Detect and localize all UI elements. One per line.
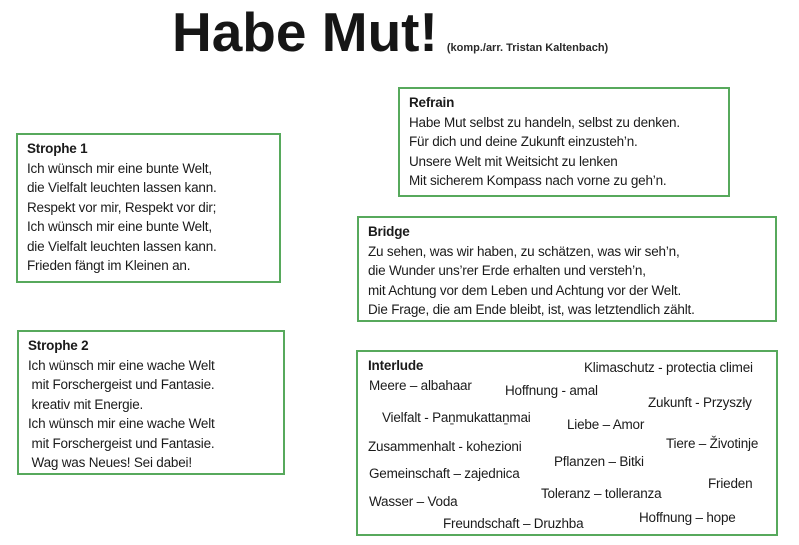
lyric-line: Habe Mut selbst zu handeln, selbst zu denken. xyxy=(409,114,680,130)
refrain-heading: Refrain xyxy=(409,95,455,110)
interlude-word: Pflanzen – Bitki xyxy=(554,454,644,469)
lyric-line: Frieden fängt im Kleinen an. xyxy=(27,258,191,273)
interlude-word: Hoffnung - amal xyxy=(505,383,598,398)
lyric-line: Ich wünsch mir eine bunte Welt, xyxy=(27,160,212,176)
interlude-word: Frieden xyxy=(708,476,753,491)
refrain-box xyxy=(398,87,730,197)
strophe-2-heading: Strophe 2 xyxy=(28,338,89,353)
bridge-heading: Bridge xyxy=(368,224,410,239)
strophe-1-box xyxy=(16,133,281,283)
interlude-word: Wasser – Voda xyxy=(369,494,458,509)
interlude-word: Klimaschutz - protectia climei xyxy=(584,360,753,375)
lyric-line: kreativ mit Energie. xyxy=(28,396,144,412)
bridge-box xyxy=(357,216,777,322)
lyric-line: mit Achtung vor dem Leben und Achtung vor der Welt. xyxy=(368,282,681,298)
lyric-line: Ich wünsch mir eine wache Welt xyxy=(28,357,215,373)
title-row xyxy=(172,2,608,63)
interlude-box xyxy=(356,350,778,536)
lyric-line: Wag was Neues! Sei dabei! xyxy=(28,455,192,470)
lyric-line: Die Frage, die am Ende bleibt, ist, was letztendlich zählt. xyxy=(368,302,695,317)
interlude-heading: Interlude xyxy=(368,358,424,373)
lyric-line: Ich wünsch mir eine wache Welt xyxy=(28,416,215,431)
lyric-line: die Vielfalt leuchten lassen kann. xyxy=(27,238,217,254)
interlude-word: Zusammenhalt - kohezioni xyxy=(368,439,522,454)
composer-credit: (komp./arr. Tristan Kaltenbach) xyxy=(446,42,609,54)
interlude-word: Freundschaft – Druzhba xyxy=(443,516,584,531)
strophe-1-heading: Strophe 1 xyxy=(27,141,88,156)
interlude-word: Toleranz – tolleranza xyxy=(541,486,662,501)
lyric-line: mit Forschergeist und Fantasie. xyxy=(28,435,215,451)
lyric-line: Für dich und deine Zukunft einzusteh’n. xyxy=(409,134,638,149)
strophe-2-box xyxy=(17,330,285,475)
lyric-line: Zu sehen, was wir haben, zu schätzen, was wir seh’n, xyxy=(368,243,680,259)
lyric-line: die Vielfalt leuchten lassen kann. xyxy=(27,180,217,195)
interlude-word: Tiere – Životinje xyxy=(666,436,759,451)
interlude-word: Meere – albahaar xyxy=(369,378,472,393)
lyric-line: Mit sicherem Kompass nach vorne zu geh’n. xyxy=(409,173,667,188)
lyric-line: mit Forschergeist und Fantasie. xyxy=(28,377,215,392)
lyric-line: Ich wünsch mir eine bunte Welt, xyxy=(27,219,212,234)
page-title: Habe Mut! xyxy=(172,1,438,63)
interlude-word: Liebe – Amor xyxy=(567,417,645,432)
interlude-word: Vielfalt - Paṉmukattaṉmai xyxy=(382,410,531,425)
interlude-word: Zukunft - Przyszły xyxy=(648,395,752,410)
lyric-line: Unsere Welt mit Weitsicht zu lenken xyxy=(409,153,618,169)
interlude-word: Hoffnung – hope xyxy=(639,510,736,525)
interlude-word: Gemeinschaft – zajednica xyxy=(369,466,520,481)
lyric-line: die Wunder uns’rer Erde erhalten und versteh’n, xyxy=(368,263,646,278)
lyric-line: Respekt vor mir, Respekt vor dir; xyxy=(27,199,217,215)
